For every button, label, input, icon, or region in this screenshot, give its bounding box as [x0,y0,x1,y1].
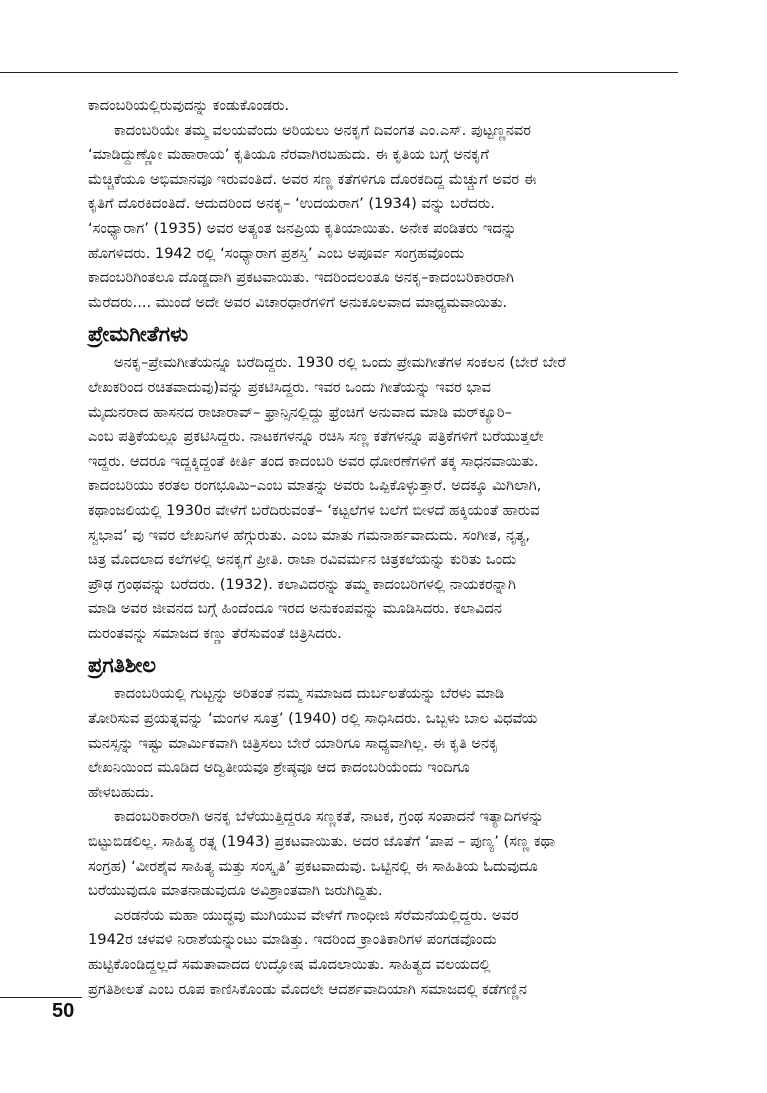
paragraph-line: ಮನಸ್ಸನ್ನು ಇಷ್ಟು ಮಾರ್ಮಿಕವಾಗಿ ಚಿತ್ರಿಸಲು ಬೇರೆ ಯಾರಿಗೂ ಸಾಧ್ಯವಾಗಿಲ್ಲ. ಈ ಕೃತಿ ಅನಕೃ [88,734,499,752]
paragraph-line: ಎರಡನೆಯ ಮಹಾ ಯುದ್ಧವು ಮುಗಿಯುವ ವೇಳೆಗೆ ಗಾಂಧೀಜಿ ಸೆರೆಮನೆಯಲ್ಲಿದ್ದರು. ಅವರ [114,906,519,924]
paragraph-line: ಲೇಖಕರಿಂದ ರಚಿತವಾದುವು)ವನ್ನು ಪ್ರಕಟಿಸಿದ್ದರು. ಇವರ ಒಂದು ಗೀತೆಯನ್ನು ಇವರ ಭಾವ [88,378,492,396]
paragraph-line: ಬಿಟ್ಟುಬಿಡಲಿಲ್ಲ. ಸಾಹಿತ್ಯ ರತ್ನ (1943) ಪ್ರಕಟವಾಯಿತು. ಅದರ ಜೊತೆಗೆ ‘ಪಾಪ – ಪುಣ್ಯ’ (ಸಣ್ಣ ಕಥಾ [88,833,556,851]
paragraph-line: ತೋರಿಸುವ ಪ್ರಯತ್ನವನ್ನು ‘ಮಂಗಳ ಸೂತ್ರ’ (1940) ರಲ್ಲಿ ಸಾಧಿಸಿದರು. ಒಬ್ಬಳು ಬಾಲ ವಿಧವೆಯ [88,710,538,728]
paragraph-line: 1942ರ ಚಳವಳಿ ನಿರಾಶೆಯನ್ನುಂಟು ಮಾಡಿತ್ತು. ಇದರಿಂದ ಕ್ರಾಂತಿಕಾರಿಗಳ ಪಂಗಡವೊಂದು [88,931,497,949]
bottom-rule [0,997,82,998]
paragraph-line: ದುರಂತವನ್ನು ಸಮಾಜದ ಕಣ್ಣು ತೆರೆಸುವಂತೆ ಚಿತ್ರಿಸಿದರು. [88,624,342,642]
paragraph-line: ಸ್ವಭಾವ’ ವು ಇವರ ಲೇಖನಿಗಳ ಹೆಗ್ಗುರುತು. ಎಂಬ ಮಾತು ಗಮನಾರ್ಹವಾದುದು. ಸಂಗೀತ, ನೃತ್ಯ, [88,526,531,544]
paragraph-line: ಇದ್ದರು. ಆದರೂ ಇದ್ದಕ್ಕಿದ್ದಂತೆ ಕೀರ್ತಿ ತಂದ ಕಾದಂಬರಿ ಅವರ ಧೋರಣೆಗಳಿಗೆ ತಕ್ಕ ಸಾಧನವಾಯಿತು. [88,452,539,470]
paragraph-line: ಕಥಾಂಜಲಿಯಲ್ಲಿ 1930ರ ವೇಳೆಗೆ ಬರೆದಿರುವಂತೆ– ‘ಕಟ್ಟಲೆಗಳ ಬಲೆಗೆ ಬೀಳದೆ ಹಕ್ಕಿಯಂತೆ ಹಾರುವ [88,501,540,519]
paragraph-line: ಸಂಗ್ರಹ) ‘ವೀರಶೈವ ಸಾಹಿತ್ಯ ಮತ್ತು ಸಂಸ್ಕೃತಿ’ ಪ್ರಕಟವಾದುವು. ಒಟ್ಟಿನಲ್ಲಿ ಈ ಸಾಹಿತಿಯ ಓದುವುದೂ [88,857,538,875]
paragraph-line: ಅನಕೃ–ಪ್ರೇಮಗೀತೆಯನ್ನೂ ಬರೆದಿದ್ದರು. 1930 ರಲ್ಲಿ ಒಂದು ಪ್ರೇಮಗೀತೆಗಳ ಸಂಕಲನ (ಬೇರೆ ಬೇರೆ [114,354,566,372]
paragraph-line: ಎಂಬ ಪತ್ರಿಕೆಯಲ್ಲೂ ಪ್ರಕಟಿಸಿದ್ದರು. ನಾಟಕಗಳನ್ನೂ ರಚಿಸಿ ಸಣ್ಣ ಕತೆಗಳನ್ನೂ ಪತ್ರಿಕೆಗಳಿಗೆ ಬರೆಯುತ್ತಲೇ [88,428,544,446]
paragraph-line: ಹುಟ್ಟಿಕೊಂಡಿದ್ದಲ್ಲದೆ ಸಮತಾವಾದದ ಉದ್ಘೋಷ ಮೊದಲಾಯಿತು. ಸಾಹಿತ್ಯದ ವಲಯದಲ್ಲಿ [88,956,491,973]
paragraph-line: ‘ಸಂಧ್ಯಾರಾಗ’ (1935) ಅವರ ಅತ್ಯಂತ ಜನಪ್ರಿಯ ಕೃತಿಯಾಯಿತು. ಅನೇಕ ಪಂಡಿತರು ಇದನ್ನು [88,219,517,237]
paragraph-line: ಹೊಗಳಿದರು. 1942 ರಲ್ಲಿ ‘ಸಂಧ್ಯಾರಾಗ ಪ್ರಶಸ್ತಿ’ ಎಂಬ ಅಪೂರ್ವ ಸಂಗ್ರಹವೊಂದು [88,244,465,262]
paragraph-line: ಮೆಚ್ಚಿಕೆಯೂ ಅಭಿಮಾನವೂ ಇರುವಂತಿದೆ. ಅವರ ಸಣ್ಣ ಕತೆಗಳಿಗೂ ದೊರಕದಿದ್ದ ಮೆಚ್ಚುಗೆ ಅವರ ಈ [88,170,537,188]
paragraph-line: ಮೆರೆದರು.... ಮುಂದೆ ಅದೇ ಅವರ ವಿಚಾರಧಾರೆಗಳಿಗೆ ಅನುಕೂಲವಾದ ಮಾಧ್ಯಮವಾಯಿತು. [88,293,508,311]
paragraph-line: ಕೃತಿಗೆ ದೊರಕಿದಂತಿದೆ. ಆದುದರಿಂದ ಅನಕೃ– ‘ಉದಯರಾಗ’ (1934) ವನ್ನು ಬರೆದರು. [88,195,495,213]
paragraph-line: ಕಾದಂಬರಿಯೇ ತಮ್ಮ ವಲಯವೆಂದು ಅರಿಯಲು ಅನಕೃಗೆ ದಿವಂಗತ ಎಂ.ಎಸ್. ಪುಟ್ಟಣ್ಣನವರ [114,121,532,139]
paragraph-line: ಬರೆಯುವುದೂ ಮಾತನಾಡುವುದೂ ಅವಿಶ್ರಾಂತವಾಗಿ ಜರುಗಿದ್ದಿತು. [88,882,383,900]
top-rule [0,72,678,73]
paragraph-line: ಪ್ರಗತಿಶೀಲತೆ ಎಂಬ ರೂಪ ಕಾಣಿಸಿಕೊಂಡು ಮೊದಲೇ ಆದರ್ಶವಾದಿಯಾಗಿ ಸಮಾಜದಲ್ಲಿ ಕಡೆಗಣ್ಣಿನ [88,980,527,998]
paragraph-line: ಕಾದಂಬರಿಯಲ್ಲಿರುವುದನ್ನು ಕಂಡುಕೊಂಡರು. [88,97,290,114]
paragraph-line: ಹೇಳಬಹುದು. [88,783,155,801]
paragraph-line: ಕಾದಂಬರಿಕಾರರಾಗಿ ಅನಕೃ ಬೆಳೆಯುತ್ತಿದ್ದರೂ ಸಣ್ಣಕತೆ, ನಾಟಕ, ಗ್ರಂಥ ಸಂಪಾದನೆ ಇತ್ಯಾದಿಗಳನ್ನು [114,808,544,826]
paragraph-line: ಪ್ರೌಢ ಗ್ರಂಥವನ್ನು ಬರೆದರು. (1932). ಕಲಾವಿದರನ್ನು ತಮ್ಮ ಕಾದಂಬರಿಗಳಲ್ಲಿ ನಾಯಕರನ್ನಾಗಿ [88,575,516,593]
paragraph-line: ಮಾಡಿ ಅವರ ಜೀವನದ ಬಗ್ಗೆ ಹಿಂದೆಂದೂ ಇರದ ಅನುಕಂಪವನ್ನು ಮೂಡಿಸಿದರು. ಕಲಾವಿದನ [88,600,503,618]
section-heading-premageetegalu: ಪ್ರೇಮಗೀತೆಗಳು [88,322,189,347]
paragraph-line: ಮೈದುನರಾದ ಹಾಸನದ ರಾಜಾರಾವ್– ಫ್ರಾನ್ಸಿನಲ್ಲಿದ್ದು ಫ್ರೆಂಚಿಗೆ ಅನುವಾದ ಮಾಡಿ ಮರ್‌ಕ್ಯೂರಿ– [88,403,512,421]
paragraph-line: ಕಾದಂಬರಿಯು ಕರತಲ ರಂಗಭೂಮಿ–ಎಂಬ ಮಾತನ್ನು ಅವರು ಒಪ್ಪಿಕೊಳ್ಳುತ್ತಾರೆ. ಅದಕ್ಕೂ ಮಿಗಿಲಾಗಿ, [88,477,542,495]
paragraph-line: ಕಾದಂಬರಿಯಲ್ಲಿ ಗುಟ್ಟನ್ನು ಅರಿತಂತೆ ನಮ್ಮ ಸಮಾಜದ ದುರ್ಬಲತೆಯನ್ನು ಬೆರಳು ಮಾಡಿ [114,685,505,703]
paragraph-line: ಕಾದಂಬರಿಗಿಂತಲೂ ದೊಡ್ಡದಾಗಿ ಪ್ರಕಟವಾಯಿತು. ಇದರಿಂದಲಂತೂ ಅನಕೃ–ಕಾದಂಬರಿಕಾರರಾಗಿ [88,269,515,287]
page-body [88,94,678,1002]
paragraph-line: ‘ಮಾಡಿದ್ದುಣ್ಣೋ ಮಹಾರಾಯ’ ಕೃತಿಯೂ ನೆರವಾಗಿರಬಹುದು. ಈ ಕೃತಿಯ ಬಗ್ಗೆ ಅನಕೃಗೆ [88,146,489,164]
paragraph-line: ಲೇಖನಿಯಿಂದ ಮೂಡಿದ ಅದ್ವಿತೀಯವೂ ಶ್ರೇಷ್ಠವೂ ಆದ ಕಾದಂಬರಿಯೆಂದು ಇಂದಿಗೂ [88,759,470,777]
page-number: 50 [52,1000,75,1022]
section-heading-pragatisheela: ಪ್ರಗತಿಶೀಲ [88,653,157,678]
paragraph-line: ಚಿತ್ರ ಮೊದಲಾದ ಕಲೆಗಳಲ್ಲಿ ಅನಕೃಗೆ ಪ್ರೀತಿ. ರಾಜಾ ರವಿವರ್ಮನ ಚಿತ್ರಕಲೆಯನ್ನು ಕುರಿತು ಒಂದು [88,551,517,569]
